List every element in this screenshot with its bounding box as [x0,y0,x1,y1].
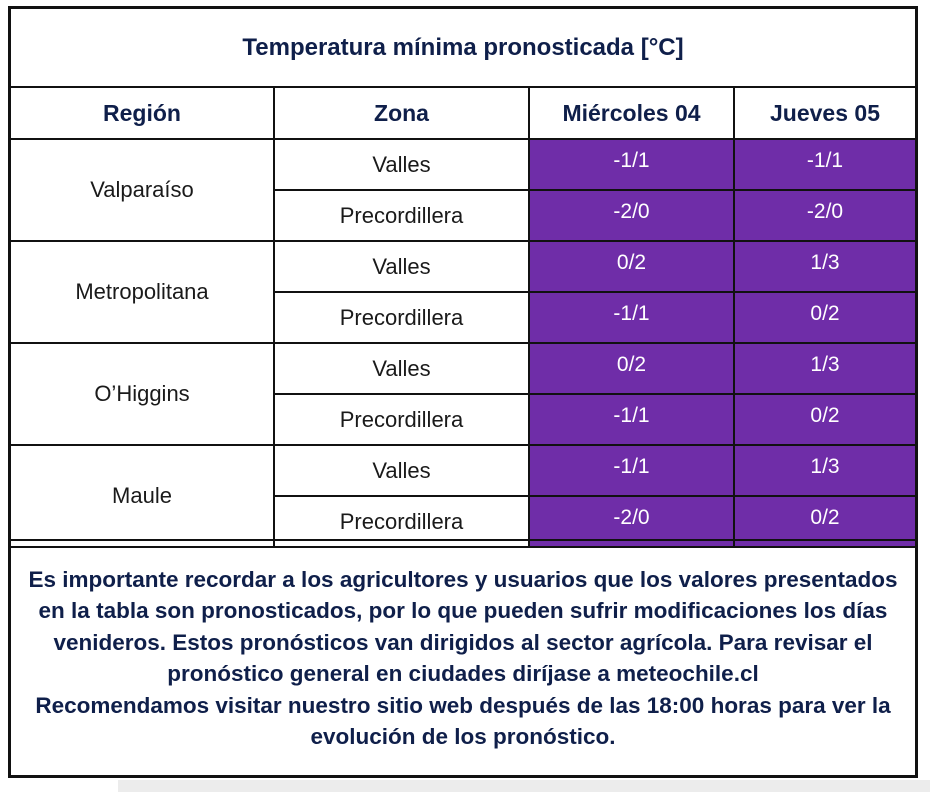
value-cell: 1/3 [734,241,915,292]
value-cell: 1/3 [734,343,915,394]
table-row [11,445,915,496]
value-cell: 1/3 [734,445,915,496]
zona-cell: Valles [274,139,529,190]
value-cell: -2/0 [734,190,915,241]
value-cell: 0/2 [734,496,915,547]
column-header-zona: Zona [274,88,529,139]
column-header-region: Región [11,88,274,139]
zona-cell: Precordillera [274,292,529,343]
zona-cell: Valles [274,241,529,292]
advisory-paragraph: Es importante recordar a los agricultores y usuarios que los valores presentados en la tabla son pronosticados, por lo que pueden sufrir modificaciones los días venideros. Estos pronósticos van dirigidos al sector agrícola. Para revisar el pronóstico general en ciudades diríjase a meteochile.cl [28,566,898,686]
value-cell: 0/2 [529,241,734,292]
zona-cell: Precordillera [274,190,529,241]
value-cell: -1/1 [529,394,734,445]
column-header-day2: Jueves 05 [734,88,915,139]
header-row [11,88,915,139]
table-row [11,343,915,394]
forecast-table-card [8,6,918,778]
value-cell: 0/2 [529,343,734,394]
value-cell: -1/1 [734,139,915,190]
value-cell: 0/2 [734,292,915,343]
value-cell: -1/1 [529,139,734,190]
value-cell: -2/0 [529,190,734,241]
zona-cell: Valles [274,445,529,496]
region-cell: Maule [11,445,274,547]
forecast-table [11,88,915,548]
region-cell: Metropolitana [11,241,274,343]
zona-cell: Valles [274,343,529,394]
table-title: Temperatura mínima pronosticada [°C] [11,9,915,88]
advisory-note [11,539,915,775]
zona-cell: Precordillera [274,394,529,445]
value-cell: -1/1 [529,292,734,343]
value-cell: 0/2 [734,394,915,445]
table-row [11,139,915,190]
region-cell: Valparaíso [11,139,274,241]
zona-cell: Precordillera [274,496,529,547]
region-cell: O’Higgins [11,343,274,445]
column-header-day1: Miércoles 04 [529,88,734,139]
value-cell: -2/0 [529,496,734,547]
table-row [11,241,915,292]
background-shadow [118,780,930,792]
advisory-recommendation: Recomendamos visitar nuestro sitio web después de las 18:00 horas para ver la evolución de los pronóstico. [35,692,891,749]
value-cell: -1/1 [529,445,734,496]
